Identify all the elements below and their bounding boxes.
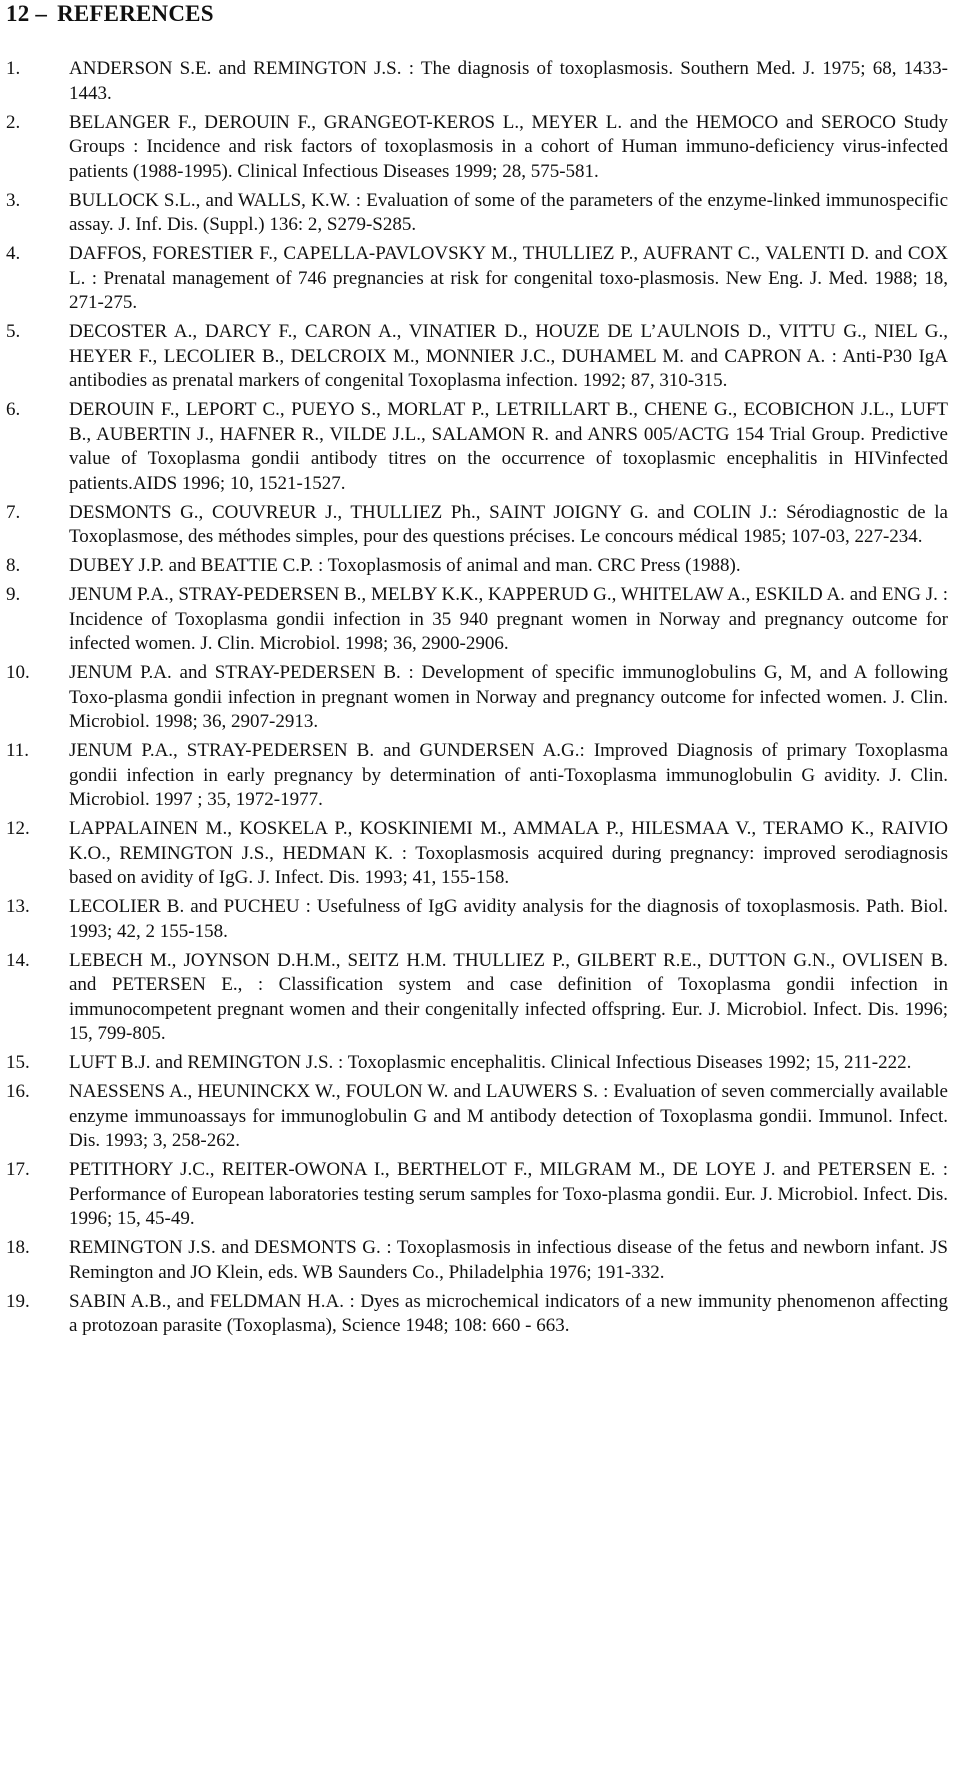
reference-item [6, 242, 950, 316]
reference-number: 4. [6, 243, 21, 264]
reference-item [6, 57, 950, 106]
reference-number: 2. [6, 111, 21, 133]
reference-number: 13. [6, 896, 30, 917]
reference-text: ANDERSON S.E. and REMINGTON J.S. : The diagnosis of toxoplasmosis. Southern Med. J. 1975; 68, 1433-1443. [69, 58, 948, 104]
section-number: 12 – [6, 1, 48, 26]
reference-number: 16. [6, 1081, 30, 1102]
reference-text: DEROUIN F., LEPORT C., PUEYO S., MORLAT P., LETRILLART B., CHENE G., ECOBICHON J.L., LUFT B., AUBERTIN J., HAFNER R., VILDE J.L., SALAMON R. and ANRS 005/ACTG 154 Trial Group. Predictive value of Toxoplasma gondii antibody titres on the occurrence of toxoplasmic encephalitis in HIVinfected patients.AIDS 1996; 10, 1521-1527. [69, 399, 948, 494]
reference-item [6, 189, 950, 238]
reference-text: LUFT B.J. and REMINGTON J.S. : Toxoplasmic encephalitis. Clinical Infectious Diseases 1992; 15, 211-222. [69, 1052, 912, 1073]
reference-item [6, 320, 950, 394]
reference-item [6, 817, 950, 891]
reference-item [6, 111, 950, 185]
reference-text: JENUM P.A. and STRAY-PEDERSEN B. : Development of specific immunoglobulins G, M, and A following Toxo-plasma gondii infection in pregnant women in Norway and pregnancy outcome for infected women. J. Clin. Microbiol. 1998; 36, 2907-2913. [69, 662, 948, 732]
reference-text: DUBEY J.P. and BEATTIE C.P. : Toxoplasmosis of animal and man. CRC Press (1988). [69, 555, 741, 576]
reference-item [6, 1236, 950, 1285]
reference-item [6, 1051, 950, 1076]
reference-item [6, 398, 950, 496]
reference-text: LECOLIER B. and PUCHEU : Usefulness of IgG avidity analysis for the diagnosis of toxoplasmosis. Path. Biol. 1993; 42, 2 155-158. [69, 896, 948, 942]
reference-number: 14. [6, 949, 30, 971]
reference-item [6, 1158, 950, 1232]
reference-text: BELANGER F., DEROUIN F., GRANGEOT-KEROS L., MEYER L. and the HEMOCO and SEROCO Study Groups : Incidence and risk factors of toxoplasmosis in a cohort of Human immuno-deficiency virus-infected patients (1988-1995). Clinical Infectious Diseases 1999; 28, 575-581. [69, 111, 948, 182]
reference-number: 7. [6, 501, 21, 523]
reference-number: 17. [6, 1159, 30, 1180]
reference-item [6, 949, 950, 1047]
reference-item [6, 661, 950, 735]
reference-text: REMINGTON J.S. and DESMONTS G. : Toxoplasmosis in infectious disease of the fetus and newborn infant. JS Remington and JO Klein, eds. WB Saunders Co., Philadelphia 1976; 191-332. [69, 1237, 948, 1283]
reference-item [6, 1290, 950, 1339]
reference-number: 8. [6, 555, 21, 576]
reference-text: JENUM P.A., STRAY-PEDERSEN B. and GUNDERSEN A.G.: Improved Diagnosis of primary Toxoplasma gondii infection in early pregnancy by determination of anti-Toxoplasma immunoglobulin G avidity. J. Clin. Microbiol. 1997 ; 35, 1972-1977. [69, 740, 948, 810]
reference-number: 3. [6, 189, 21, 211]
reference-number: 1. [6, 58, 21, 79]
reference-item [6, 501, 950, 550]
reference-text: DAFFOS, FORESTIER F., CAPELLA-PAVLOVSKY M., THULLIEZ P., AUFRANT C., VALENTI D. and COX L. : Prenatal management of 746 pregnancies at risk for congenital toxo-plasmosis. New Eng. J. Med. 1988; 18, 271-275. [69, 243, 948, 313]
reference-item [6, 895, 950, 944]
reference-number: 9. [6, 584, 21, 605]
reference-number: 11. [6, 740, 30, 761]
reference-item [6, 554, 950, 579]
reference-list [6, 57, 950, 1343]
reference-number: 5. [6, 321, 21, 342]
reference-text: BULLOCK S.L., and WALLS, K.W. : Evaluation of some of the parameters of the enzyme-linked immunospecific assay. J. Inf. Dis. (Suppl.) 136: 2, S279-S285. [69, 189, 948, 235]
section-heading [6, 0, 960, 30]
reference-number: 6. [6, 399, 21, 420]
reference-text: SABIN A.B., and FELDMAN H.A. : Dyes as microchemical indicators of a new immunity phenomenon affecting a protozoan parasite (Toxoplasma), Science 1948; 108: 660 - 663. [69, 1290, 948, 1336]
reference-item [6, 739, 950, 813]
reference-number: 10. [6, 662, 30, 683]
reference-number: 15. [6, 1052, 30, 1073]
reference-number: 19. [6, 1290, 30, 1312]
reference-text: LEBECH M., JOYNSON D.H.M., SEITZ H.M. THULLIEZ P., GILBERT R.E., DUTTON G.N., OVLISEN B. and PETERSEN E., : Classification system and case definition of Toxoplasma gondii infection in immunocompetent pregnant women and their congenitally infected offspring. Eur. J. Microbiol. Infect. Dis. 1996; 15, 799-805. [69, 949, 948, 1044]
reference-text: JENUM P.A., STRAY-PEDERSEN B., MELBY K.K., KAPPERUD G., WHITELAW A., ESKILD A. and ENG J. : Incidence of Toxoplasma gondii infection in 35 940 pregnant women in Norway and pregnancy outcome for infected women. J. Clin. Microbiol. 1998; 36, 2900-2906. [69, 584, 948, 654]
reference-number: 18. [6, 1237, 30, 1258]
reference-text: DECOSTER A., DARCY F., CARON A., VINATIER D., HOUZE DE L’AULNOIS D., VITTU G., NIEL G., HEYER F., LECOLIER B., DELCROIX M., MONNIER J.C., DUHAMEL M. and CAPRON A. : Anti-P30 IgA antibodies as prenatal markers of congenital Toxoplasma infection. 1992; 87, 310-315. [69, 321, 948, 391]
reference-text: PETITHORY J.C., REITER-OWONA I., BERTHELOT F., MILGRAM M., DE LOYE J. and PETERSEN E. : Performance of European laboratories testing serum samples for Toxo-plasma gondii. Eur. J. Microbiol. Infect. Dis. 1996; 15, 45-49. [69, 1159, 948, 1229]
reference-text: DESMONTS G., COUVREUR J., THULLIEZ Ph., SAINT JOIGNY G. and COLIN J.: Sérodiagnostic de la Toxoplasmose, des méthodes simples, pour des questions précises. Le concours médical 1985; 107-03, 227-234. [69, 501, 948, 547]
reference-item [6, 1080, 950, 1154]
reference-item [6, 583, 950, 657]
reference-text: NAESSENS A., HEUNINCKX W., FOULON W. and LAUWERS S. : Evaluation of seven commercially available enzyme immunoassays for immunoglobulin G and M antibody detection of Toxoplasma gondii. Immunol. Infect. Dis. 1993; 3, 258-262. [69, 1081, 948, 1151]
reference-text: LAPPALAINEN M., KOSKELA P., KOSKINIEMI M., AMMALA P., HILESMAA V., TERAMO K., RAIVIO K.O., REMINGTON J.S., HEDMAN K. : Toxoplasmosis acquired during pregnancy: improved serodiagnosis based on avidity of IgG. J. Infect. Dis. 1993; 41, 155-158. [69, 818, 948, 888]
reference-number: 12. [6, 818, 30, 839]
section-title: REFERENCES [57, 1, 214, 26]
